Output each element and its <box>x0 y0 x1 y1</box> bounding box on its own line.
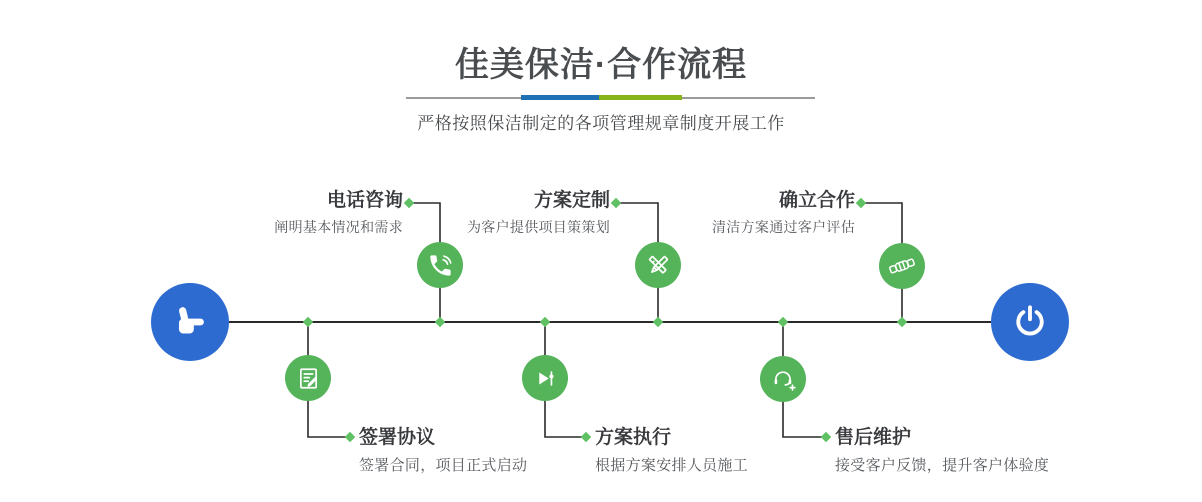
diamond-marker <box>435 317 445 327</box>
step-label-design <box>467 189 610 237</box>
contract-icon <box>295 365 322 392</box>
diamond-marker <box>345 432 355 442</box>
diamond-marker <box>778 317 788 327</box>
headset-plus-icon <box>770 366 797 393</box>
step-label-contract <box>359 426 527 475</box>
step-desc: 为客户提供项目策策划 <box>467 219 610 235</box>
step-title: 售后维护 <box>835 427 912 448</box>
power-icon <box>1008 300 1052 344</box>
step-node-handshake <box>879 243 925 289</box>
diamond-marker <box>404 198 414 208</box>
page-title: 佳美保洁·合作流程 <box>454 46 748 84</box>
pointing-hand-icon <box>167 299 213 345</box>
play-slider-icon <box>533 366 558 391</box>
flow-end-node <box>991 283 1069 361</box>
step-desc: 阐明基本情况和需求 <box>274 219 403 235</box>
handshake-icon <box>888 252 916 280</box>
step-title: 方案执行 <box>595 427 672 448</box>
design-tools-icon <box>645 252 672 279</box>
step-node-phone <box>417 242 463 288</box>
connector-lines <box>229 203 991 437</box>
diamond-marker <box>303 317 313 327</box>
diamond-marker <box>611 198 621 208</box>
step-label-service <box>835 426 1049 475</box>
diamond-marker <box>821 432 831 442</box>
phone-icon <box>427 252 454 279</box>
step-desc: 清洁方案通过客户评估 <box>712 219 855 235</box>
step-node-contract <box>285 355 331 401</box>
step-node-service <box>760 356 806 402</box>
step-desc: 签署合同，项目正式启动 <box>359 457 528 474</box>
flow-start-node <box>151 283 229 361</box>
page-subtitle: 严格按照保洁制定的各项管理规章制度开展工作 <box>417 114 785 133</box>
diamond-marker <box>856 198 866 208</box>
step-desc: 根据方案安排人员施工 <box>595 457 749 474</box>
diamond-marker <box>581 432 591 442</box>
step-title: 方案定制 <box>533 190 610 211</box>
step-node-execute <box>522 355 568 401</box>
step-title: 电话咨询 <box>326 190 403 211</box>
diamond-marker <box>897 317 907 327</box>
step-node-design <box>635 242 681 288</box>
step-title: 签署协议 <box>359 427 436 448</box>
step-label-handshake <box>712 189 855 237</box>
diamond-marker <box>653 317 663 327</box>
step-label-execute <box>595 426 748 475</box>
step-desc: 接受客户反馈，提升客户体验度 <box>835 457 1050 474</box>
step-title: 确立合作 <box>778 190 855 211</box>
step-label-phone <box>274 189 403 237</box>
diamond-marker <box>540 317 550 327</box>
